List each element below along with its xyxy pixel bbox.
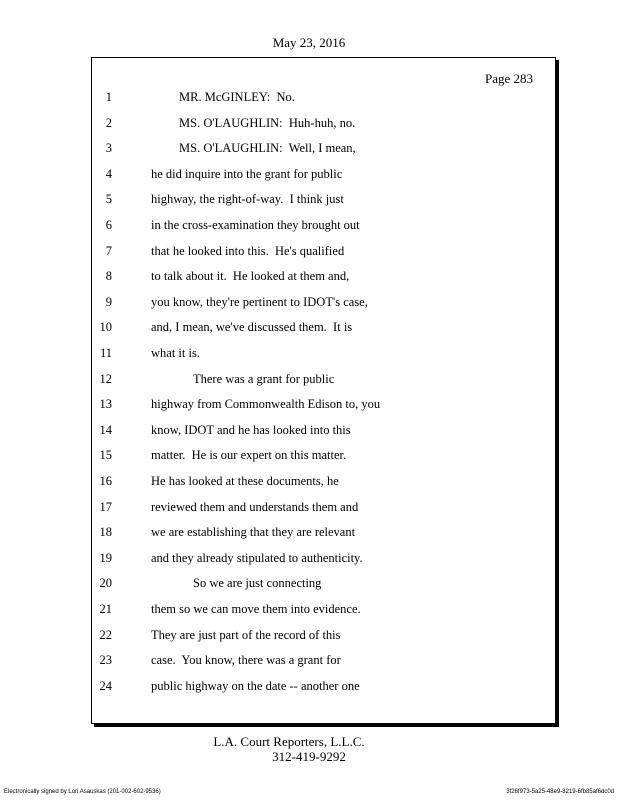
transcript-line — [0, 192, 618, 216]
line-text: public highway on the date -- another one — [151, 678, 360, 693]
line-number: 7 — [105, 243, 112, 258]
transcript-line — [0, 448, 618, 472]
transcript-line — [0, 320, 618, 344]
transcript-line — [0, 653, 618, 677]
transcript-line — [0, 679, 618, 703]
electronic-signature: Electronically signed by Lori Asauskas (201-002-602-9536) — [4, 789, 161, 795]
transcript-line — [0, 576, 618, 600]
line-number: 10 — [99, 320, 112, 335]
transcript-line — [0, 500, 618, 524]
line-text: to talk about it. He looked at them and, — [151, 269, 350, 284]
page-number: Page 283 — [485, 71, 534, 86]
transcript-line — [0, 90, 618, 114]
transcript-line — [0, 602, 618, 626]
line-text: that he looked into this. He's qualified — [151, 243, 345, 258]
line-text: MS. O'LAUGHLIN: Well, I mean, — [179, 141, 356, 156]
line-text: highway from Commonwealth Edison to, you — [151, 397, 381, 412]
line-text: you know, they're pertinent to IDOT's case, — [151, 294, 368, 309]
transcript-line — [0, 372, 618, 396]
line-text: them so we can move them into evidence. — [151, 602, 361, 616]
transcript-line — [0, 423, 618, 447]
line-text: matter. He is our expert on this matter. — [151, 448, 347, 463]
line-number: 23 — [99, 653, 112, 668]
line-number: 11 — [99, 346, 112, 360]
line-text: MS. O'LAUGHLIN: Huh-huh, no. — [179, 115, 356, 130]
line-text: reviewed them and understands them and — [151, 499, 359, 514]
line-number: 14 — [99, 422, 112, 437]
line-text: we are establishing that they are relevant — [151, 525, 356, 540]
line-text: what it is. — [151, 346, 200, 360]
line-text: There was a grant for public — [193, 371, 335, 386]
line-number: 3 — [105, 141, 112, 156]
line-text: They are just part of the record of this — [151, 627, 341, 642]
transcript-line — [0, 116, 618, 140]
line-number: 16 — [99, 474, 112, 488]
line-text: in the cross-examination they brought out — [151, 218, 360, 232]
line-text: He has looked at these documents, he — [151, 474, 339, 488]
line-number: 19 — [99, 550, 112, 565]
transcript-line — [0, 346, 618, 370]
line-number: 17 — [99, 499, 112, 514]
line-number: 2 — [105, 115, 112, 130]
transcript-line — [0, 474, 618, 498]
line-text: case. You know, there was a grant for — [151, 653, 341, 668]
line-text: and, I mean, we've discussed them. It is — [151, 320, 353, 335]
line-number: 15 — [99, 448, 112, 463]
line-number: 22 — [99, 627, 112, 642]
line-number: 1 — [105, 90, 112, 104]
transcript-line — [0, 397, 618, 421]
transcript-line — [0, 141, 618, 165]
transcript-line — [0, 269, 618, 293]
line-number: 18 — [99, 525, 112, 540]
line-text: he did inquire into the grant for public — [151, 166, 343, 181]
transcript-line — [0, 167, 618, 191]
line-number: 24 — [99, 678, 112, 693]
line-number: 8 — [105, 269, 112, 284]
line-number: 20 — [99, 576, 112, 591]
reporter-company: L.A. Court Reporters, L.L.C. — [213, 734, 365, 749]
reporter-phone: 312-419-9292 — [272, 749, 346, 764]
line-text: know, IDOT and he has looked into this — [151, 422, 351, 437]
line-text: So we are just connecting — [193, 576, 322, 591]
line-number: 5 — [105, 192, 112, 207]
transcript-line — [0, 551, 618, 575]
transcript-line — [0, 218, 618, 242]
line-number: 12 — [99, 371, 112, 386]
line-number: 6 — [105, 218, 112, 232]
page-date: May 23, 2016 — [272, 35, 346, 50]
transcript-line — [0, 628, 618, 652]
line-number: 9 — [105, 294, 112, 309]
line-text: highway, the right-of-way. I think just — [151, 192, 344, 207]
line-number: 13 — [99, 397, 112, 412]
line-text: MR. McGINLEY: No. — [179, 90, 295, 104]
transcript-line — [0, 525, 618, 549]
line-number: 4 — [105, 166, 112, 181]
line-text: and they already stipulated to authenticity. — [151, 550, 363, 565]
transcript-line — [0, 295, 618, 319]
document-hash: 3f26f973-5a25-48e9-8219-6fb85af6dc0d — [506, 789, 614, 795]
line-number: 21 — [99, 602, 112, 616]
transcript-line — [0, 244, 618, 268]
